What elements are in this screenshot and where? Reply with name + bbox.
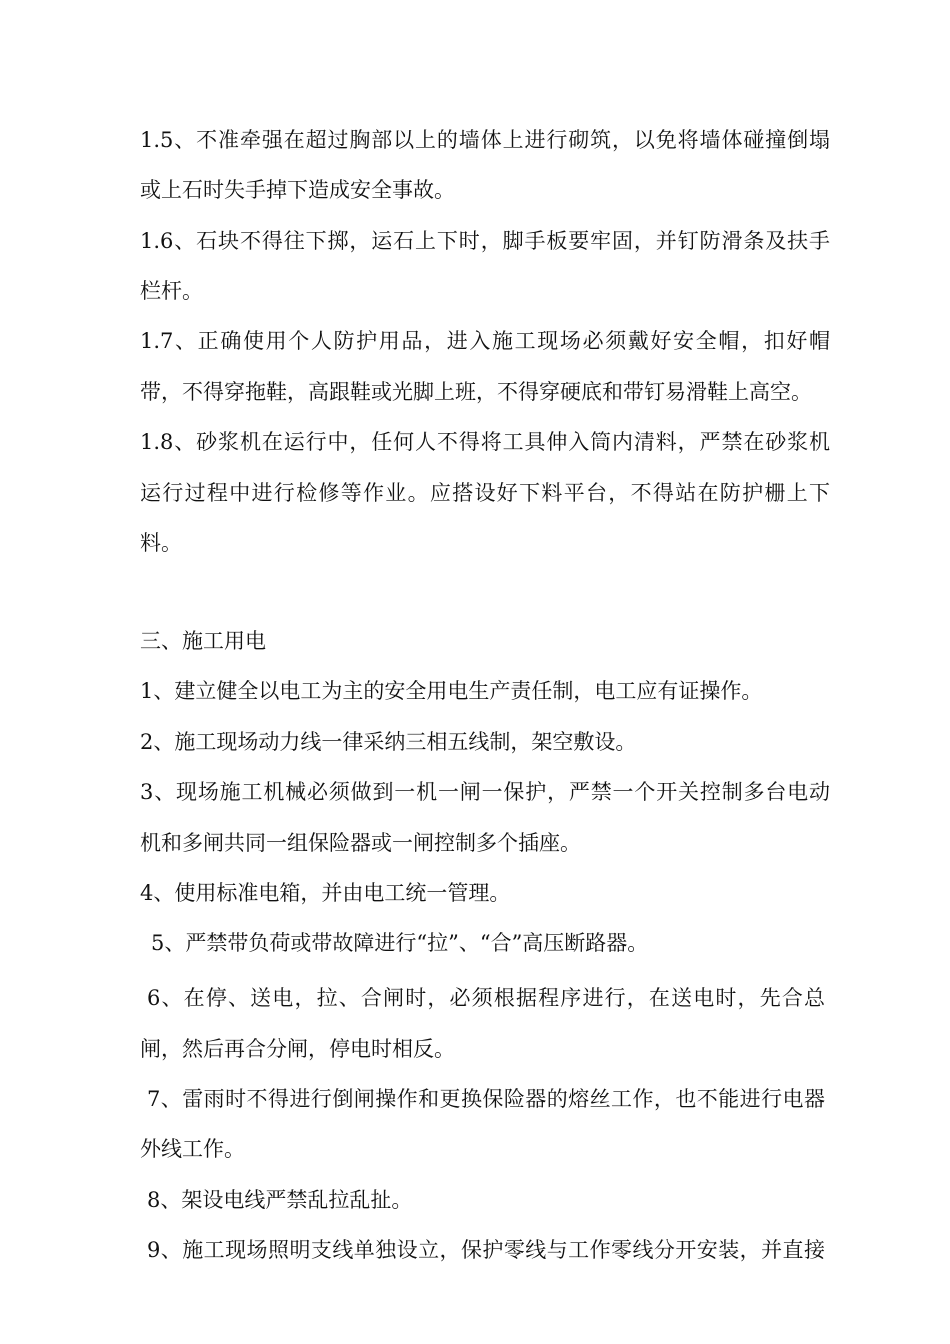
text-line-1-6-b: 栏杆。	[140, 279, 203, 303]
text-line-item-6-b: 闸，然后再合分闸，停电时相反。	[140, 1037, 455, 1061]
text-line-1-8-b: 运行过程中进行检修等作业。应搭设好下料平台，不得站在防护栅上下	[140, 481, 830, 505]
text-line-item-4: 4、使用标准电箱，并由电工统一管理。	[140, 881, 511, 905]
text-line-1-8-a: 1.8、砂浆机在运行中，任何人不得将工具伸入筒内清料，严禁在砂浆机	[140, 430, 830, 454]
text-line-item-1: 1、建立健全以电工为主的安全用电生产责任制，电工应有证操作。	[140, 679, 763, 703]
text-line-1-5-b: 或上石时失手掉下造成安全事故。	[140, 178, 455, 202]
text-line-item-3-b: 机和多闸共同一组保险器或一闸控制多个插座。	[140, 831, 581, 855]
text-line-1-7-a: 1.7、正确使用个人防护用品，进入施工现场必须戴好安全帽，扣好帽	[140, 329, 830, 353]
text-line-item-7-b: 外线工作。	[140, 1137, 245, 1161]
text-line-item-8: 8、架设电线严禁乱拉乱扯。	[147, 1188, 413, 1212]
text-line-1-5-a: 1.5、不准牵强在超过胸部以上的墙体上进行砌筑，以免将墙体碰撞倒塌	[140, 128, 830, 152]
text-line-item-9: 9、施工现场照明支线单独设立，保护零线与工作零线分开安装，并直接	[147, 1238, 825, 1262]
text-line-1-8-c: 料。	[140, 531, 182, 555]
section-heading: 三、施工用电	[140, 629, 266, 653]
text-line-1-6-a: 1.6、石块不得往下掷，运石上下时，脚手板要牢固，并钉防滑条及扶手	[140, 229, 830, 253]
text-line-item-7-a: 7、雷雨时不得进行倒闸操作和更换保险器的熔丝工作，也不能进行电器	[147, 1087, 825, 1111]
text-line-item-6-a: 6、在停、送电，拉、合闸时，必须根据程序进行，在送电时，先合总	[147, 986, 825, 1010]
text-line-item-5: 5、严禁带负荷或带故障进行“拉”、“合”高压断路器。	[151, 931, 649, 955]
text-line-item-2: 2、施工现场动力线一律采纳三相五线制，架空敷设。	[140, 730, 637, 754]
text-line-item-3-a: 3、现场施工机械必须做到一机一闸一保护，严禁一个开关控制多台电动	[140, 780, 830, 804]
text-line-1-7-b: 带，不得穿拖鞋，高跟鞋或光脚上班，不得穿硬底和带钉易滑鞋上高空。	[140, 380, 812, 404]
